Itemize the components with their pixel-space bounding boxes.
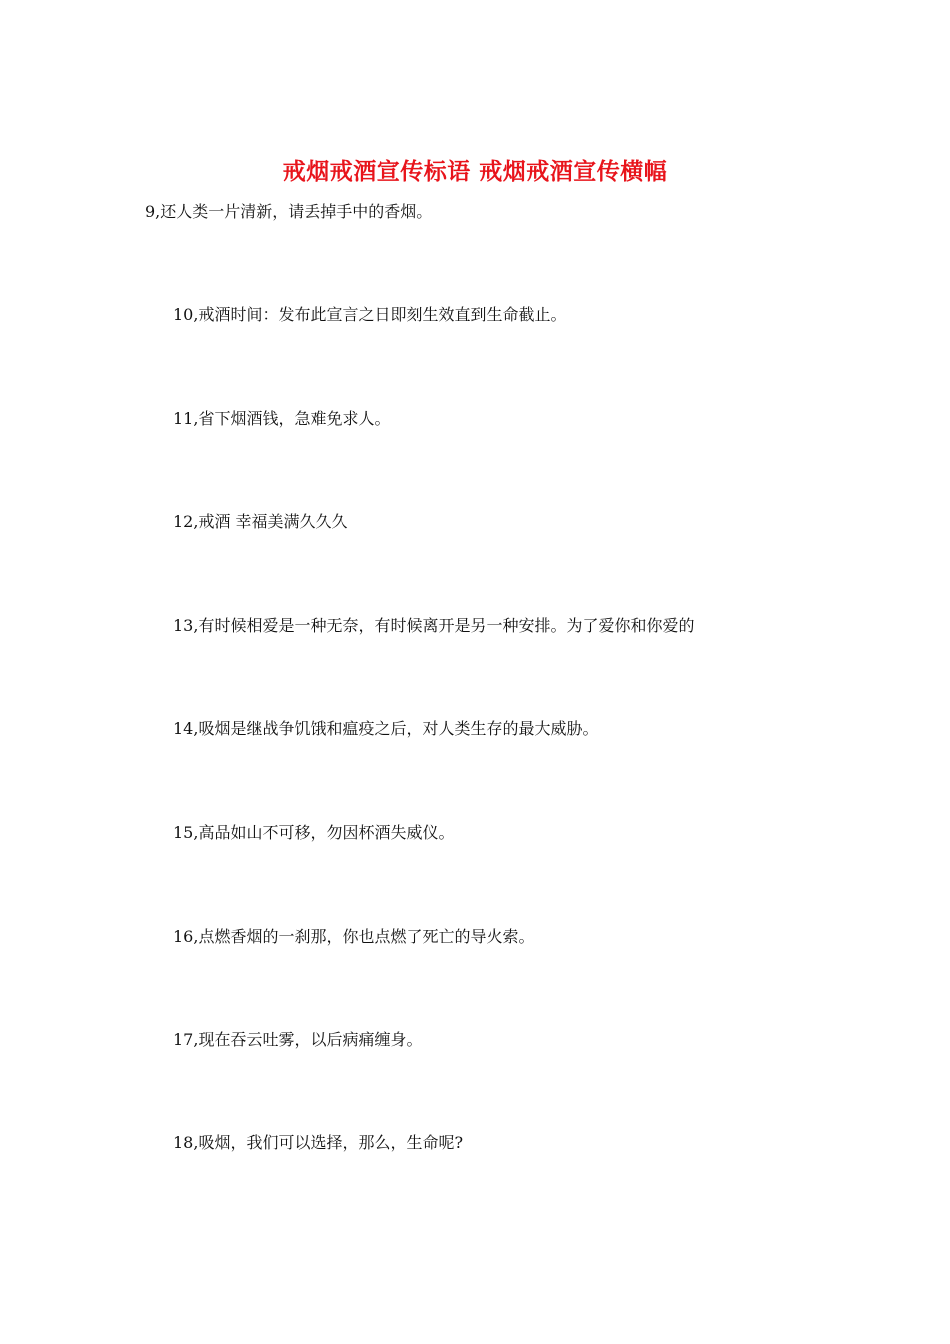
slogan-item: 16,点燃香烟的一刹那，你也点燃了死亡的导火索。 (173, 927, 535, 946)
slogan-item: 17,现在吞云吐雾，以后病痛缠身。 (173, 1030, 423, 1049)
slogan-item: 12,戒酒 幸福美满久久久 (173, 512, 348, 531)
slogan-item: 13,有时候相爱是一种无奈，有时候离开是另一种安排。为了爱你和你爱的 (173, 616, 695, 635)
slogan-item: 11,省下烟酒钱，急难免求人。 (173, 409, 391, 428)
slogan-item: 14,吸烟是继战争饥饿和瘟疫之后，对人类生存的最大威胁。 (173, 719, 599, 738)
slogan-item: 18,吸烟，我们可以选择，那么，生命呢? (173, 1133, 464, 1152)
document-title: 戒烟戒酒宣传标语 戒烟戒酒宣传横幅 (282, 158, 668, 185)
slogan-item: 10,戒酒时间：发布此宣言之日即刻生效直到生命截止。 (173, 305, 567, 324)
slogan-item: 9,还人类一片清新，请丢掉手中的香烟。 (145, 202, 433, 221)
slogan-item: 15,高品如山不可移，勿因杯酒失威仪。 (173, 823, 455, 842)
